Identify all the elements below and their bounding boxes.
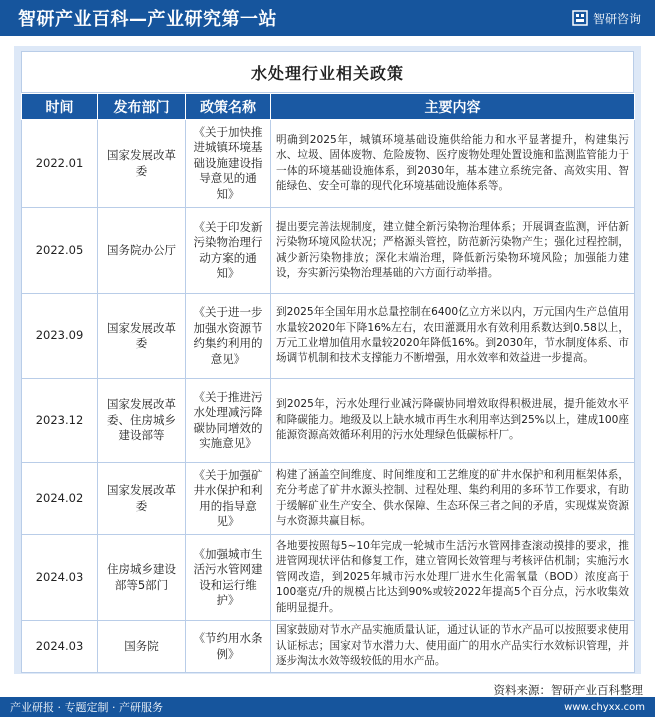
table-title: 水处理行业相关政策: [21, 51, 634, 93]
data-source-note: 资料来源：智研产业百科整理: [493, 683, 643, 697]
cell-department: 住房城乡建设部等5部门: [98, 535, 186, 621]
cell-policy-name: 《关于加快推进城镇环境基础设施建设指导意见的通知》: [186, 120, 271, 208]
cell-department: 国家发展改革委: [98, 294, 186, 379]
column-header-content: 主要内容: [271, 94, 635, 120]
cell-content: 构建了涵盖空间维度、时间维度和工艺维度的矿井水保护和利用框架体系，充分考虑了矿井水源头控制、过程处理、集约利用的多环节工作要求，有助于缓解矿业生产安全、供水保障、生态环保三者之间的矛盾，实现煤炭资源与水资源共赢目标。: [271, 463, 635, 535]
footer-services: 产业研报 · 专题定制 · 产研服务: [10, 701, 163, 714]
cell-content: 提出要完善法规制度，建立健全新污染物治理体系；开展调查监测，评估新污染物环境风险状况；严格源头管控，防范新污染物产生；强化过程控制，减少新污染物排放；深化末端治理，降低新污染物环境风险；加强能力建设，夯实新污染物治理基础的六方面行动举措。: [271, 208, 635, 294]
cell-policy-name: 《关于进一步加强水资源节约集约利用的意见》: [186, 294, 271, 379]
cell-department: 国家发展改革委、住房城乡建设部等: [98, 379, 186, 463]
site-title: 智研产业百科—产业研究第一站: [18, 9, 277, 30]
footer-bar: [0, 697, 655, 717]
footer-website-link[interactable]: www.chyxx.com: [564, 701, 645, 713]
cell-time: 2024.03: [22, 535, 98, 621]
table-row: [22, 463, 635, 535]
table-row: [22, 621, 635, 673]
cell-policy-name: 《关于印发新污染物治理行动方案的通知》: [186, 208, 271, 294]
cell-department: 国务院: [98, 621, 186, 673]
brand-logo-icon: [572, 10, 588, 26]
brand[interactable]: [572, 10, 641, 27]
cell-content: 到2025年全国年用水总量控制在6400亿立方米以内，万元国内生产总值用水量较2020年下降16%左右，农田灌溉用水有效利用系数达到0.58以上，万元工业增加值用水量较2020年降低16%。到2030年，节水制度体系、市场调节机制和技术支撑能力不断增强，用水效率和效益进一步提高。: [271, 294, 635, 379]
cell-policy-name: 《关于推进污水处理减污降碳协同增效的实施意见》: [186, 379, 271, 463]
policy-table: [21, 93, 635, 673]
cell-content: 到2025年，污水处理行业减污降碳协同增效取得积极进展，提升能效水平和降碳能力。地级及以上缺水城市再生水利用率达到25%以上，建成100座能源资源高效循环利用的污水处理绿色低碳标杆厂。: [271, 379, 635, 463]
cell-department: 国务院办公厅: [98, 208, 186, 294]
cell-time: 2024.02: [22, 463, 98, 535]
column-header-time: 时间: [22, 94, 98, 120]
cell-content: 国家鼓励对节水产品实施质量认证，通过认证的节水产品可以按照要求使用认证标志；国家对节水潜力大、使用面广的用水产品实行水效标识管理，并逐步淘汰水效等级较低的用水产品。: [271, 621, 635, 673]
brand-name: 智研咨询: [592, 11, 641, 26]
column-header-policy-name: 政策名称: [186, 94, 271, 120]
cell-policy-name: 《节约用水条例》: [186, 621, 271, 673]
table-row: [22, 294, 635, 379]
policy-panel: [14, 46, 641, 674]
cell-policy-name: 《加强城市生活污水管网建设和运行维护》: [186, 535, 271, 621]
cell-department: 国家发展改革委: [98, 463, 186, 535]
column-header-department: 发布部门: [98, 94, 186, 120]
table-row: [22, 120, 635, 208]
cell-policy-name: 《关于加强矿井水保护和利用的指导意见》: [186, 463, 271, 535]
cell-time: 2023.09: [22, 294, 98, 379]
cell-time: 2024.03: [22, 621, 98, 673]
cell-time: 2022.05: [22, 208, 98, 294]
table-row: [22, 208, 635, 294]
header-bar: [0, 0, 655, 36]
table-header-row: [22, 94, 635, 120]
table-row: [22, 379, 635, 463]
cell-time: 2023.12: [22, 379, 98, 463]
cell-content: 各地要按照每5~10年完成一轮城市生活污水管网排查滚动摸排的要求，推进管网现状评估和修复工作，建立管网长效管理与考核评估机制；实施污水管网改造，到2025年城市污水处理厂进水生化需氧量（BOD）浓度高于100毫克/升的规模占比达到90%或较2022年提高5个百分点，污水收集效能明显提升。: [271, 535, 635, 621]
cell-department: 国家发展改革委: [98, 120, 186, 208]
footer: [0, 680, 655, 717]
cell-content: 明确到2025年，城镇环境基础设施供给能力和水平显著提升，构建集污水、垃圾、固体废物、危险废物、医疗废物处理处置设施和监测监管能力于一体的环境基础设施体系，到2030年，基本建立系统完备、高效实用、智能绿色、安全可靠的现代化环境基础设施体系等。: [271, 120, 635, 208]
cell-time: 2022.01: [22, 120, 98, 208]
table-row: [22, 535, 635, 621]
